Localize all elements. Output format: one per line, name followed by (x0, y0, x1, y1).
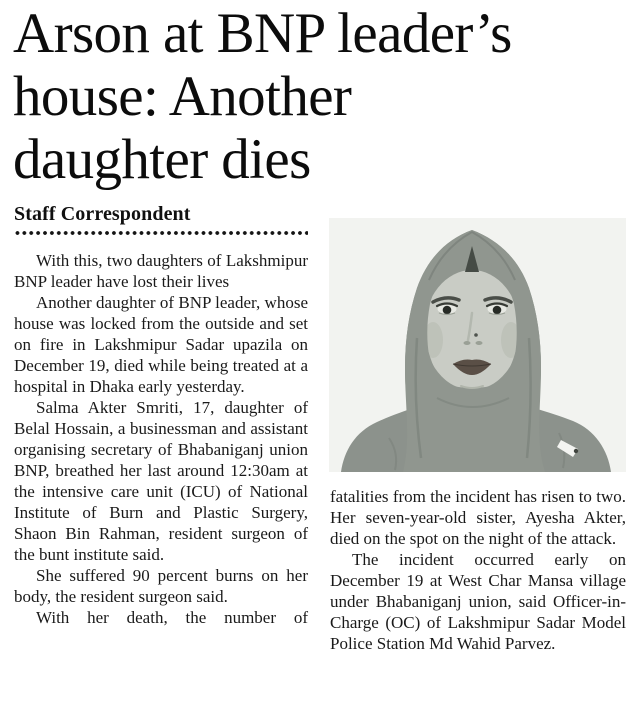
left-iris (443, 306, 452, 315)
right-iris (493, 306, 502, 315)
paragraph-5-start: With her death, the number of (36, 608, 308, 627)
left-column (14, 250, 308, 628)
paragraph-6: The incident occurred early on December 19 at West Char Mansa village under Bhabaniganj union, said Officer-in-Charge (OC) of Lakshmipur Sadar Model Police Station Md Wahid Parvez. (330, 550, 626, 653)
headline-line-3: daughter dies (13, 128, 311, 191)
headline-line-2: house: Another (13, 65, 352, 128)
paragraph-2: Another daughter of BNP leader, whose house was locked from the outside and set on fire in Lakshmipur Sadar upazila on December 19, died while being treated at a hospital in Dhaka early yesterday. (14, 293, 308, 396)
byline: Staff Correspondent (14, 203, 191, 225)
right-nostril (476, 341, 483, 345)
left-nostril (464, 341, 471, 345)
byline-dotted-rule (14, 230, 308, 236)
paragraph-3: Salma Akter Smriti, 17, daughter of Belal Hossain, a businessman and assistant organising secretary of Bhabaniganj union BNP, breathed her last around 12:30am at the intensive care unit (ICU) of National Institute of Burn and Plastic Surgery, Shaon Bin Rahman, resident surgeon of the bunt institute said. (14, 398, 308, 564)
shoulder-pin-tip (574, 449, 578, 453)
paragraph-4: She suffered 90 percent burns on her body, the resident surgeon said. (14, 566, 308, 606)
portrait-illustration (329, 218, 626, 472)
nose-pin (474, 333, 478, 337)
paragraph-1: With this, two daughters of Lakshmipur BNP leader have lost their lives (14, 251, 308, 291)
headline (13, 2, 628, 191)
right-column (330, 486, 626, 654)
headline-line-1: Arson at BNP leader’s (13, 2, 512, 65)
article-photo (329, 218, 626, 472)
paragraph-5-continued: fatalities from the incident has risen to two. Her seven-year-old sister, Ayesha Akter, died on the spot on the night of the attack. (330, 487, 626, 548)
